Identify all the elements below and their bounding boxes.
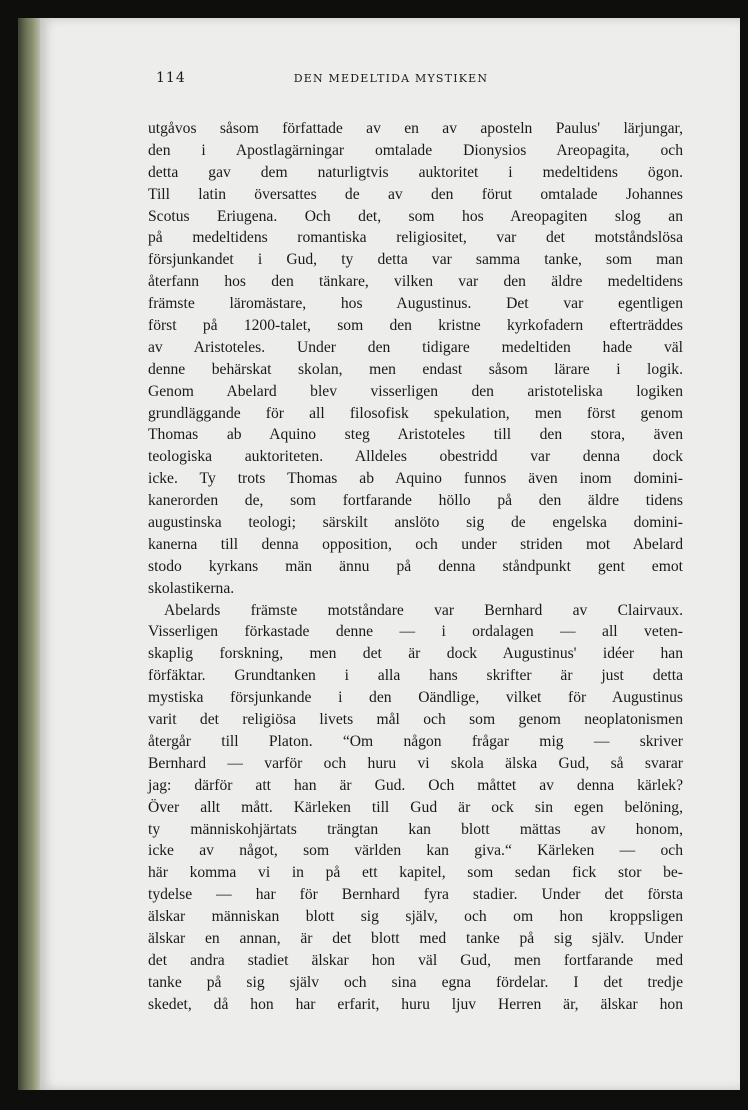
text-line: skolastikerna. (148, 579, 235, 597)
text-line: tydelse — har för Bernhard fyra stadier. Under det första (148, 886, 683, 904)
text-line: kanerorden de, som fortfarande höllo på den äldre tidens (148, 492, 683, 510)
text-line: av Aristoteles. Under den tidigare medeltiden hade väl (148, 338, 683, 356)
text-line: icke av något, som världen kan giva.“ Kärleken — och (148, 842, 683, 860)
page-number: 114 (156, 70, 186, 86)
text-line: Över allt mått. Kärleken till Gud är ock sin egen belöning, (148, 798, 683, 816)
text-line: tanke på sig själv och sina egna fördelar. I det tredje (148, 973, 683, 991)
text-line: grundläggande för all filosofisk spekulation, men först genom (148, 404, 683, 422)
text-line: på medeltidens romantiska religiositet, var det motståndslösa (148, 229, 683, 247)
text-line: Till latin översattes de av den förut omtalade Johannes (148, 185, 683, 203)
text-line: detta gav dem naturligtvis auktoritet i medeltidens ögon. (148, 163, 683, 181)
text-line: älskar en annan, är det blott med tanke på sig själv. Under (148, 929, 683, 947)
page-header (156, 70, 626, 90)
text-line: denne behärskat skolan, men endast såsom lärare i logik. (148, 360, 683, 378)
text-line: förfäktar. Grundtanken i alla hans skrifter är just detta (148, 667, 683, 685)
text-line: stodo kyrkans män ännu på denna ståndpunkt gent emot (148, 557, 683, 575)
text-line: här komma vi in på ett kapitel, som sedan fick stor be- (148, 864, 683, 882)
text-line: det andra stadiet älskar hon väl Gud, men fortfarande med (148, 951, 683, 969)
text-line: Abelards främste motståndare var Bernhard av Clairvaux. (164, 601, 683, 619)
text-line: mystiska försjunkande i den Oändlige, vilket för Augustinus (148, 689, 683, 707)
text-line: teologiska auktoriteten. Alldeles obestridd var denna dock (148, 448, 683, 466)
text-line: Thomas ab Aquino steg Aristoteles till den stora, även (148, 426, 683, 444)
running-head: DEN MEDELTIDA MYSTIKEN (293, 72, 489, 85)
text-line: skedet, då hon har erfarit, huru ljuv Herren är, älskar hon (148, 995, 683, 1013)
text-line: älskar människan blott sig själv, och om hon kroppsligen (148, 908, 683, 926)
text-line: varit det religiösa livets mål och som genom neoplatonismen (148, 711, 683, 729)
text-line: augustinska teologi; särskilt anslöto sig de engelska domini- (148, 514, 683, 532)
text-line: främste läromästare, hos Augustinus. Det var egentligen (148, 295, 683, 313)
text-line: den i Apostlagärningar omtalade Dionysios Areopagita, och (148, 141, 683, 159)
text-line: utgåvos såsom författade av en av aposteln Paulus' lärjungar, (148, 120, 683, 137)
text-line: återfann hos den tänkare, vilken var den äldre medeltidens (148, 273, 683, 291)
text-line: Genom Abelard blev visserligen den aristoteliska logiken (148, 382, 683, 400)
text-line: Visserligen förkastade denne — i ordalagen — all veten- (148, 623, 683, 641)
text-line: kanerna till denna opposition, och under striden mot Abelard (148, 535, 683, 553)
text-line: jag: därför att han är Gud. Och måttet av denna kärlek? (148, 776, 683, 794)
text-line: Scotus Eriugena. Och det, som hos Areopagiten slog an (148, 207, 683, 225)
text-line: icke. Ty trots Thomas ab Aquino funnos även inom domini- (148, 470, 683, 488)
text-line: ty människohjärtats trängtan kan blott mättas av honom, (148, 820, 683, 838)
text-line: återgår till Platon. “Om någon frågar mig — skriver (148, 732, 683, 750)
body-text (148, 118, 683, 1016)
text-line: försjunkandet i Gud, ty detta var samma tanke, som man (148, 251, 683, 269)
text-line: Bernhard — varför och huru vi skola älska Gud, så svarar (148, 754, 683, 772)
text-line: först på 1200-talet, som den kristne kyrkofadern efterträddes (148, 317, 683, 335)
text-line: skaplig forskning, men det är dock Augustinus' idéer han (148, 645, 683, 663)
book-spine-edge (18, 18, 42, 1090)
